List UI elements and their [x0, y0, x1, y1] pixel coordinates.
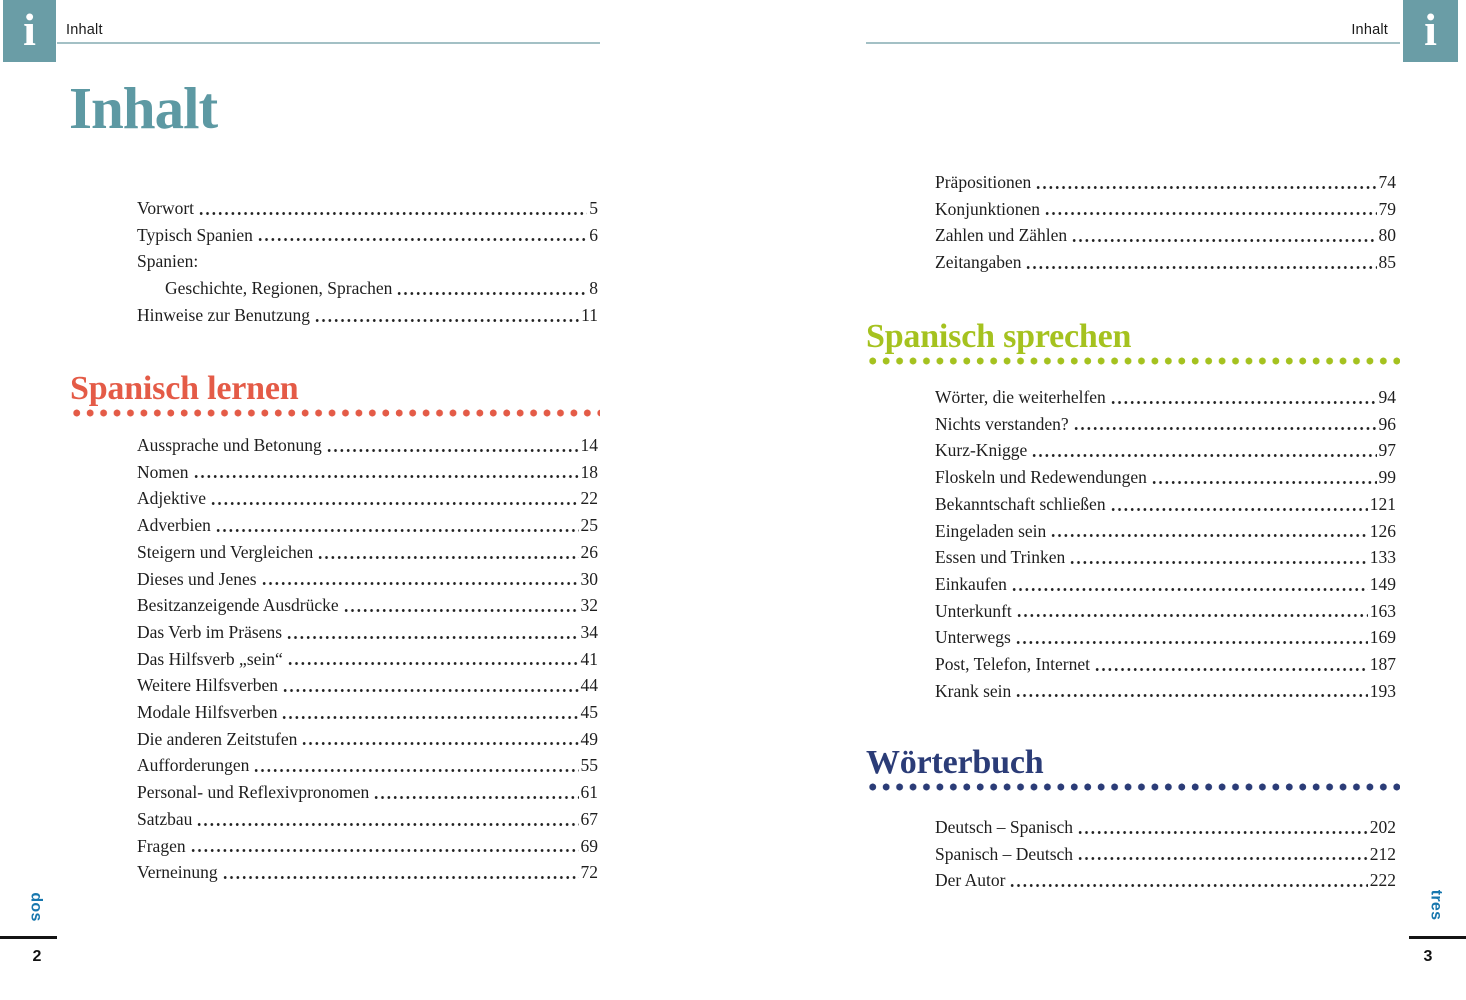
toc-entry-label: Der Autor: [935, 870, 1006, 891]
running-header-right: Inhalt: [1351, 22, 1388, 38]
toc-entry-label: Bekanntschaft schließen: [935, 493, 1106, 514]
toc-entry-label: Wörter, die weiterhelfen: [935, 387, 1106, 407]
toc-entry-page: 163: [1369, 600, 1396, 621]
dot-leader: [1015, 678, 1367, 699]
toc-entry-page: 44: [580, 675, 598, 696]
toc-entry: [137, 699, 598, 726]
toc-entry-page: 121: [1369, 493, 1396, 514]
toc-entry-page: 6: [589, 224, 598, 245]
running-header-left: Inhalt: [66, 22, 103, 38]
toc-entry-page: 94: [1378, 387, 1396, 407]
toc-entry-page: 55: [580, 755, 598, 776]
toc-entry-page: 202: [1369, 817, 1396, 837]
dot-leader: [1031, 437, 1376, 458]
toc-entry-page: 45: [580, 702, 598, 723]
toc-entry: [137, 459, 598, 486]
toc-entry-label: Deutsch – Spanisch: [935, 817, 1074, 837]
info-tab-icon: i: [23, 4, 36, 55]
toc-entry: [137, 752, 598, 779]
toc-continued-block: [935, 169, 1396, 276]
toc-woerterbuch-block: [935, 814, 1396, 894]
toc-entry-page: 41: [580, 648, 598, 669]
dot-leader: [1050, 518, 1367, 539]
info-tab-left: [3, 0, 56, 62]
toc-entry: [137, 275, 598, 302]
dot-leader: [1110, 491, 1368, 512]
toc-entry-label: Typisch Spanien: [137, 224, 253, 245]
toc-entry-label: Spanien:: [137, 251, 199, 272]
toc-entry-label: Weitere Hilfsverben: [137, 675, 278, 696]
dot-leader: [281, 699, 578, 720]
toc-entry-page: 97: [1378, 440, 1396, 461]
toc-entry-label: Unterkunft: [935, 600, 1012, 621]
section-heading-spanisch-sprechen: [866, 320, 1400, 365]
toc-entry-label: Aufforderungen: [137, 755, 250, 776]
section-heading-spanisch-lernen: [70, 372, 600, 417]
section-title: Spanisch sprechen: [866, 318, 1132, 355]
toc-entry-label: Floskeln und Redewendungen: [935, 467, 1147, 488]
section-title: Spanisch lernen: [70, 370, 299, 407]
toc-entry-label: Vorwort: [137, 198, 195, 218]
dot-leader: [1009, 867, 1367, 888]
toc-entry: [935, 678, 1396, 705]
thumb-label-tres: tres: [1427, 889, 1444, 921]
toc-entry: [137, 779, 598, 806]
dot-leader: [1044, 196, 1377, 217]
toc-entry: [137, 195, 598, 222]
toc-entry-page: 126: [1369, 520, 1396, 541]
dot-leader: [193, 459, 579, 480]
toc-entry-page: 26: [580, 541, 598, 562]
toc-entry-label: Satzbau: [137, 808, 193, 829]
toc-entry: [935, 651, 1396, 678]
toc-entry: [137, 485, 598, 512]
toc-entry: [935, 437, 1396, 464]
toc-entry-page: 187: [1369, 654, 1396, 675]
toc-entry-label: Zeitangaben: [935, 252, 1022, 273]
dot-leader: [196, 806, 578, 827]
toc-spanisch-lernen-block: [137, 432, 598, 886]
dot-leader: [1110, 384, 1377, 405]
section-dotted-rule: [866, 783, 1400, 791]
toc-entry: [935, 544, 1396, 571]
toc-entry-page: 25: [580, 515, 598, 536]
section-dotted-rule: [70, 409, 600, 417]
toc-entry-page: 49: [580, 728, 598, 749]
toc-entry-label: Adjektive: [137, 488, 207, 509]
toc-entry-page: 96: [1378, 413, 1396, 434]
toc-entry-page: 212: [1369, 843, 1396, 864]
toc-entry: [935, 598, 1396, 625]
toc-entry-page: 85: [1378, 252, 1396, 273]
toc-entry: [935, 196, 1396, 223]
toc-entry-label: Dieses und Jenes: [137, 568, 257, 589]
dot-leader: [317, 539, 578, 560]
toc-entry-page: 22: [580, 488, 598, 509]
header-rule-right: [866, 42, 1400, 44]
toc-entry: [935, 222, 1396, 249]
toc-entry: [935, 384, 1396, 411]
section-heading-woerterbuch: [866, 746, 1400, 791]
dot-leader: [1077, 841, 1368, 862]
page-title: Inhalt: [69, 75, 218, 141]
toc-entry-label: Nomen: [137, 461, 189, 482]
toc-entry: [137, 619, 598, 646]
toc-entry-label: Die anderen Zeitstufen: [137, 728, 298, 749]
dot-leader: [286, 619, 578, 640]
dot-leader: [222, 859, 579, 880]
toc-entry-label: Kurz-Knigge: [935, 440, 1028, 461]
toc-entry: [935, 571, 1396, 598]
dot-leader: [396, 275, 587, 296]
info-tab-icon: i: [1424, 4, 1437, 55]
toc-entry-label: Präpositionen: [935, 172, 1032, 192]
dot-leader: [282, 672, 579, 693]
dot-leader: [373, 779, 578, 800]
toc-entry-page: 5: [589, 198, 598, 218]
dot-leader: [261, 566, 579, 587]
toc-entry: [137, 432, 598, 459]
toc-entry: [935, 814, 1396, 841]
toc-entry-label: Zahlen und Zählen: [935, 225, 1068, 246]
toc-entry: [137, 726, 598, 753]
dot-leader: [1071, 222, 1376, 243]
toc-entry-label: Unterwegs: [935, 627, 1011, 648]
dot-leader: [1151, 464, 1377, 485]
toc-entry-page: 69: [580, 835, 598, 856]
section-title: Wörterbuch: [866, 744, 1044, 781]
toc-entry-label: Eingeladen sein: [935, 520, 1047, 541]
toc-entry-label: Fragen: [137, 835, 186, 856]
toc-entry-label: Steigern und Vergleichen: [137, 541, 314, 562]
toc-entry: [935, 491, 1396, 518]
toc-entry-page: 30: [580, 568, 598, 589]
toc-entry: [137, 806, 598, 833]
dot-leader: [1069, 544, 1367, 565]
toc-entry-label: Post, Telefon, Internet: [935, 654, 1090, 675]
dot-leader: [257, 222, 587, 243]
toc-entry-page: 149: [1369, 573, 1396, 594]
dot-leader: [1011, 571, 1368, 592]
toc-entry: [935, 518, 1396, 545]
toc-entry-page: 79: [1378, 198, 1396, 219]
toc-entry-page: 99: [1378, 467, 1396, 488]
toc-entry-page: 18: [580, 461, 598, 482]
toc-entry-page: 11: [581, 304, 598, 325]
toc-entry-page: 32: [580, 595, 598, 616]
dot-leader: [210, 485, 578, 506]
toc-entry: [935, 867, 1396, 894]
toc-entry-page: 222: [1369, 870, 1396, 891]
toc-entry-label: Adverbien: [137, 515, 211, 536]
dot-leader: [326, 432, 579, 453]
toc-entry-page: 14: [580, 435, 598, 455]
toc-entry: [137, 512, 598, 539]
toc-entry-label: Spanisch – Deutsch: [935, 843, 1074, 864]
toc-intro-block: [137, 195, 598, 329]
dot-leader: [1025, 249, 1376, 270]
toc-entry: [137, 248, 598, 275]
toc-entry-page: 169: [1369, 627, 1396, 648]
toc-entry-page: 72: [580, 862, 598, 883]
toc-entry-label: Aussprache und Betonung: [137, 435, 322, 455]
dot-leader: [198, 195, 587, 216]
page-number-left: 2: [32, 948, 42, 965]
toc-entry-label: Essen und Trinken: [935, 547, 1066, 568]
toc-entry-page: 34: [580, 621, 598, 642]
footer-rule-left: [0, 936, 57, 939]
toc-entry: [935, 249, 1396, 276]
dot-leader: [1015, 624, 1368, 645]
toc-entry: [935, 624, 1396, 651]
toc-entry: [137, 672, 598, 699]
toc-entry-label: Verneinung: [137, 862, 218, 883]
dot-leader: [314, 302, 579, 323]
toc-entry: [935, 464, 1396, 491]
toc-entry-label: Krank sein: [935, 680, 1012, 701]
dot-leader: [1035, 169, 1376, 190]
toc-entry: [137, 566, 598, 593]
toc-entry-label: Konjunktionen: [935, 198, 1040, 219]
toc-entry-page: 74: [1378, 172, 1396, 192]
toc-entry-label: Personal- und Reflexivpronomen: [137, 782, 370, 803]
toc-entry-page: 133: [1369, 547, 1396, 568]
toc-entry: [137, 539, 598, 566]
footer-rule-right: [1409, 936, 1466, 939]
toc-entry-label: Besitzanzeigende Ausdrücke: [137, 595, 339, 616]
toc-entry-label: Das Hilfsverb „sein“: [137, 648, 283, 669]
thumb-label-dos: dos: [27, 892, 45, 922]
dot-leader: [1073, 411, 1377, 432]
info-tab-right: [1403, 0, 1458, 62]
toc-entry: [935, 411, 1396, 438]
toc-entry-label: Modale Hilfsverben: [137, 702, 278, 723]
dot-leader: [1016, 598, 1368, 619]
toc-entry: [137, 833, 598, 860]
toc-entry: [137, 859, 598, 886]
toc-entry-page: 80: [1378, 225, 1396, 246]
dot-leader: [301, 726, 578, 747]
toc-entry-page: 61: [580, 782, 598, 803]
toc-entry-label: Einkaufen: [935, 573, 1007, 594]
dot-leader: [343, 592, 579, 613]
dot-leader: [1094, 651, 1368, 672]
toc-entry: [137, 646, 598, 673]
dot-leader: [1077, 814, 1368, 835]
toc-entry-label: Geschichte, Regionen, Sprachen: [165, 278, 393, 299]
toc-entry-page: 67: [580, 808, 598, 829]
toc-entry-label: Hinweise zur Benutzung: [137, 304, 311, 325]
toc-entry-label: Nichts verstanden?: [935, 413, 1069, 434]
dot-leader: [253, 752, 578, 773]
dot-leader: [287, 646, 579, 667]
toc-spanisch-sprechen-block: [935, 384, 1396, 704]
header-rule-left: [57, 42, 600, 44]
toc-entry-label: Das Verb im Präsens: [137, 621, 283, 642]
toc-entry: [137, 592, 598, 619]
section-dotted-rule: [866, 357, 1400, 365]
dot-leader: [215, 512, 579, 533]
page-number-right: 3: [1423, 948, 1433, 965]
toc-entry-page: 8: [589, 278, 598, 299]
toc-entry: [137, 302, 598, 329]
toc-entry: [137, 222, 598, 249]
dot-leader: [190, 833, 579, 854]
toc-entry-page: 193: [1369, 680, 1396, 701]
toc-entry: [935, 169, 1396, 196]
toc-entry: [935, 841, 1396, 868]
